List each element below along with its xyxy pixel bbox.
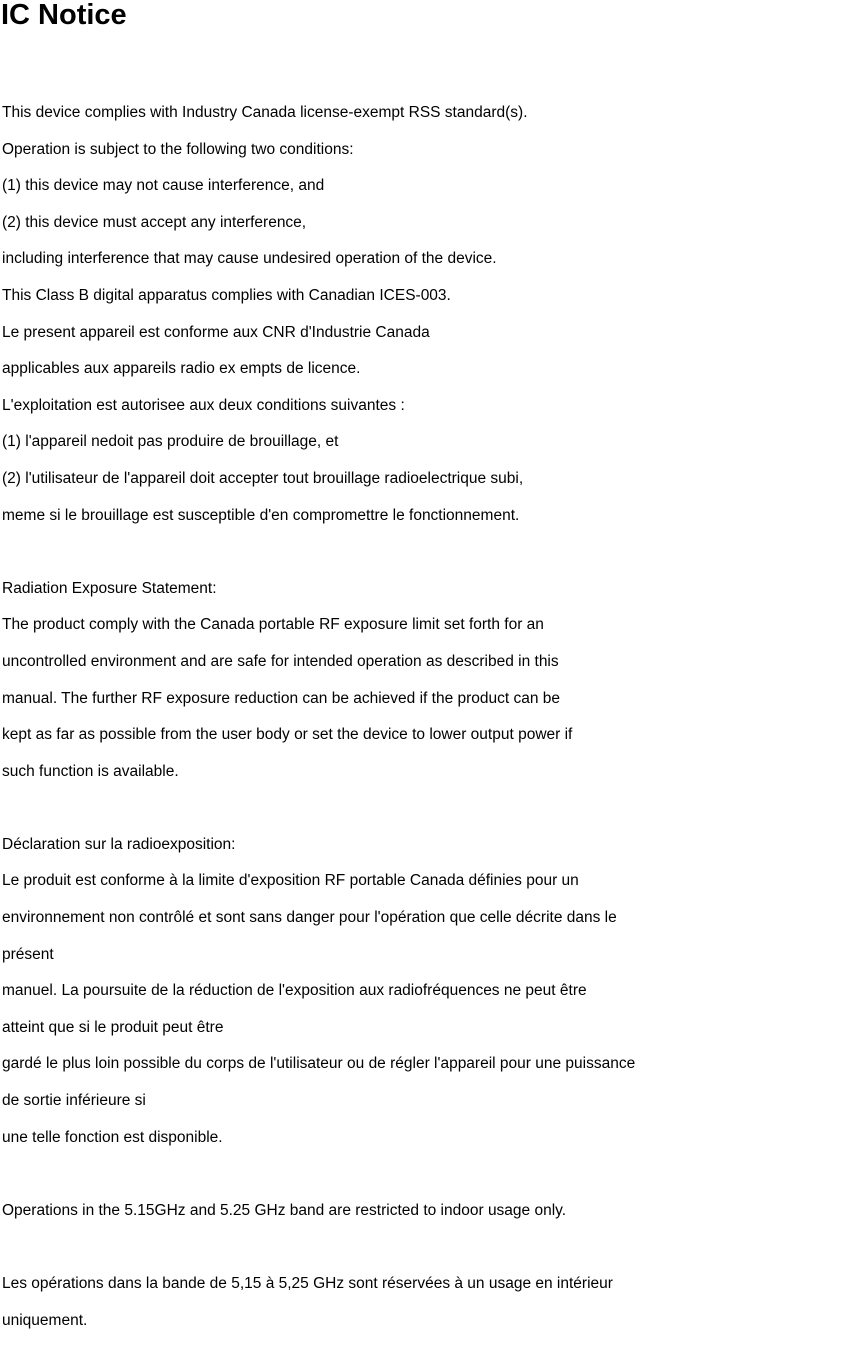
text-line: The product comply with the Canada portable RF exposure limit set forth for an bbox=[2, 616, 544, 634]
document-body bbox=[2, 95, 859, 1339]
band-restriction-fr-section bbox=[2, 1266, 859, 1339]
text-line: such function is available. bbox=[2, 762, 179, 780]
text-line: (2) this device must accept any interference, bbox=[2, 213, 307, 231]
section-heading: Déclaration sur la radioexposition: bbox=[2, 835, 236, 853]
text-line: kept as far as possible from the user body or set the device to lower output power if bbox=[2, 726, 573, 744]
ic-statement-section bbox=[2, 95, 859, 534]
text-line: manual. The further RF exposure reduction can be achieved if the product can be bbox=[2, 689, 561, 707]
text-line: manuel. La poursuite de la réduction de l'exposition aux radiofréquences ne peut être bbox=[2, 982, 587, 1000]
text-line: uniquement. bbox=[2, 1311, 88, 1329]
text-line: meme si le brouillage est susceptible d'en compromettre le fonctionnement. bbox=[2, 506, 520, 524]
text-line: This device complies with Industry Canada license-exempt RSS standard(s). bbox=[2, 104, 528, 121]
page-title: IC Notice bbox=[1, 0, 127, 31]
paragraph-spacer bbox=[2, 534, 859, 571]
paragraph-spacer bbox=[2, 1156, 859, 1193]
text-line: atteint que si le produit peut être bbox=[2, 1018, 224, 1036]
text-line: applicables aux appareils radio ex empts de licence. bbox=[2, 360, 361, 378]
radiation-exposure-section bbox=[2, 571, 859, 791]
text-line: Les opérations dans la bande de 5,15 à 5,25 GHz sont réservées à un usage en intérieur bbox=[2, 1275, 613, 1292]
text-line: uncontrolled environment and are safe for intended operation as described in this bbox=[2, 652, 559, 670]
text-line: (1) this device may not cause interference, and bbox=[2, 177, 325, 195]
text-line: une telle fonction est disponible. bbox=[2, 1128, 223, 1146]
band-restriction-en-section bbox=[2, 1193, 859, 1230]
section-heading: Radiation Exposure Statement: bbox=[2, 579, 217, 597]
text-line: This Class B digital apparatus complies with Canadian ICES-003. bbox=[2, 286, 451, 304]
text-line: présent bbox=[2, 945, 54, 963]
text-line: Operation is subject to the following two conditions: bbox=[2, 140, 354, 158]
radioexposition-section bbox=[2, 827, 859, 1156]
text-line: including interference that may cause undesired operation of the device. bbox=[2, 250, 497, 268]
text-line: (1) l'appareil nedoit pas produire de brouillage, et bbox=[2, 433, 339, 451]
text-line: de sortie inférieure si bbox=[2, 1092, 146, 1110]
paragraph-spacer bbox=[2, 1229, 859, 1266]
text-line: Le present appareil est conforme aux CNR d'Industrie Canada bbox=[2, 323, 430, 341]
text-line: (2) l'utilisateur de l'appareil doit accepter tout brouillage radioelectrique subi, bbox=[2, 469, 524, 487]
paragraph-spacer bbox=[2, 790, 859, 827]
text-line: Le produit est conforme à la limite d'exposition RF portable Canada définies pour un bbox=[2, 872, 579, 890]
text-line: gardé le plus loin possible du corps de l'utilisateur ou de régler l'appareil pour une puissance bbox=[2, 1055, 636, 1073]
text-line: environnement non contrôlé et sont sans danger pour l'opération que celle décrite dans le bbox=[2, 909, 617, 927]
text-line: Operations in the 5.15GHz and 5.25 GHz band are restricted to indoor usage only. bbox=[2, 1201, 567, 1219]
text-line: L'exploitation est autorisee aux deux conditions suivantes : bbox=[2, 396, 405, 414]
